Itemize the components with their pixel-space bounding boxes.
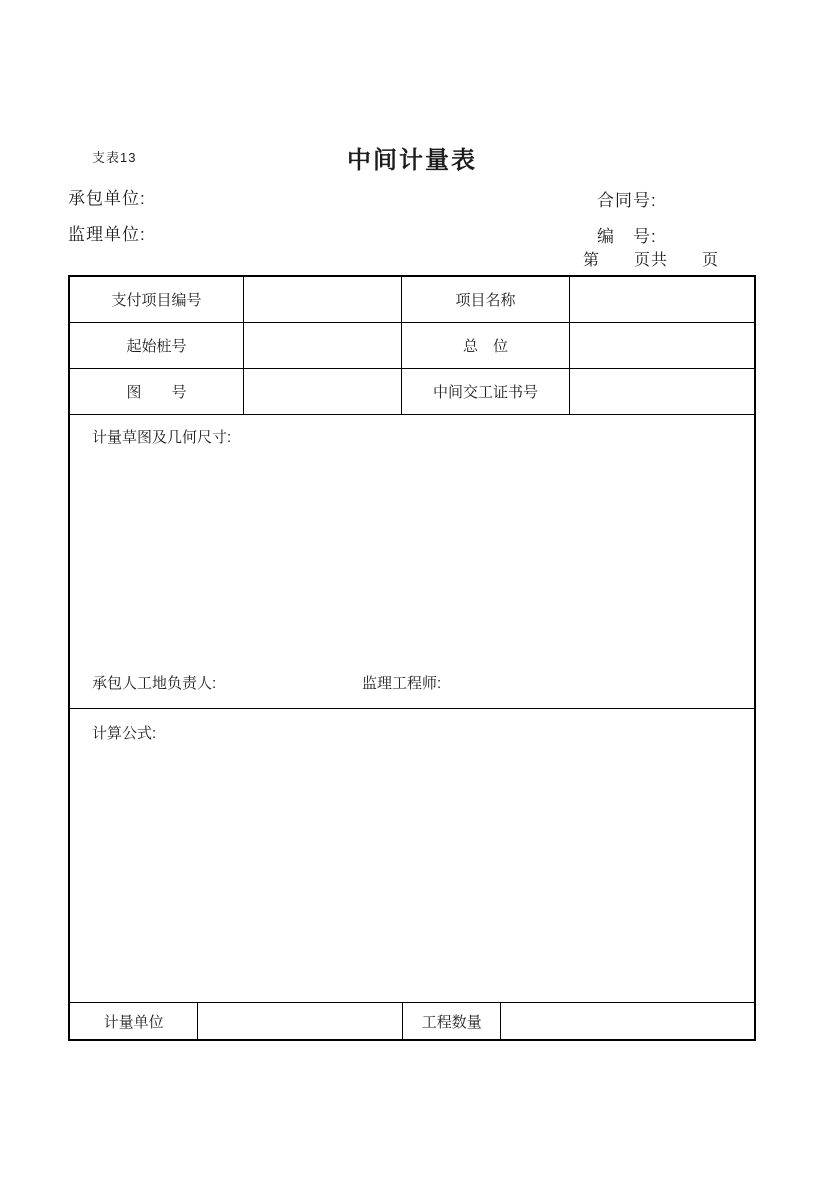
payment-item-no-value[interactable]: [244, 277, 402, 323]
serial-no-label: 编 号:: [597, 227, 657, 246]
measure-unit-label: 计量单位: [70, 1003, 198, 1039]
contract-no-label: 合同号:: [597, 191, 657, 210]
interim-certificate-no-value[interactable]: [570, 369, 754, 415]
interim-certificate-no-label: 中间交工证书号: [402, 369, 570, 415]
contractor-site-manager-label: 承包人工地负责人:: [92, 675, 217, 692]
drawing-no-value[interactable]: [244, 369, 402, 415]
supervision-engineer-label: 监理工程师:: [362, 675, 442, 692]
sketch-section[interactable]: [70, 415, 754, 709]
page-title: 中间计量表: [347, 147, 477, 174]
project-name-value[interactable]: [570, 277, 754, 323]
contractor-unit-label: 承包单位:: [68, 189, 146, 208]
work-quantity-value[interactable]: [501, 1003, 754, 1039]
work-quantity-label: 工程数量: [403, 1003, 501, 1039]
page-number-line: 第 页共 页: [583, 252, 720, 269]
sketch-section-label: 计量草图及几何尺寸:: [92, 429, 232, 446]
info-grid: [70, 277, 754, 415]
formula-section-label: 计算公式:: [92, 725, 157, 742]
unit-value[interactable]: [570, 323, 754, 369]
formula-section[interactable]: [70, 709, 754, 1003]
drawing-no-label: 图 号: [70, 369, 244, 415]
measure-unit-value[interactable]: [198, 1003, 403, 1039]
start-stake-no-label: 起始桩号: [70, 323, 244, 369]
supervision-unit-label: 监理单位:: [68, 225, 146, 244]
project-name-label: 项目名称: [402, 277, 570, 323]
start-stake-no-value[interactable]: [244, 323, 402, 369]
unit-label: 总 位: [402, 323, 570, 369]
form-code-label: 支表13: [92, 150, 137, 165]
bottom-row: [70, 1003, 754, 1039]
measurement-form-table: [68, 275, 756, 1041]
payment-item-no-label: 支付项目编号: [70, 277, 244, 323]
